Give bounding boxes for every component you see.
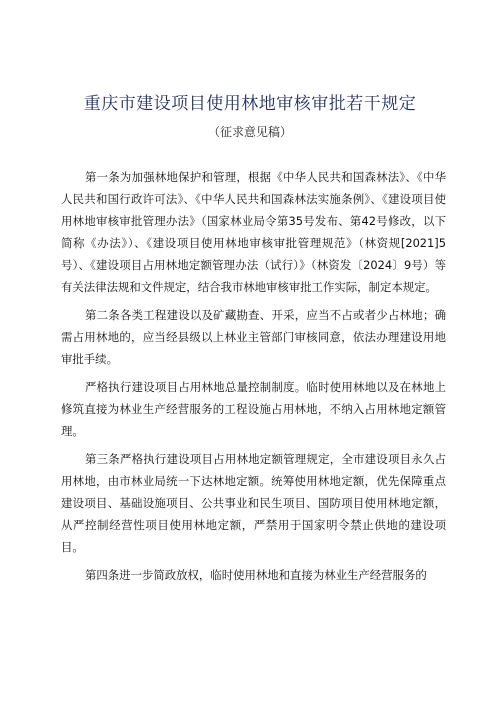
paragraph-article-3: 第三条严格执行建设项目占用林地定额管理规定，全市建设项目永久占用林地，由市林业局统一下达林地定额。统筹使用林地定额，优先保障重点建设项目、基础设施项目、公共事业和民生项目、国防项目使用林地定额，从严控制经营性项目使用林地定额，严禁用于国家明令禁止供地的建设项目。 bbox=[61, 452, 446, 554]
document-title: 重庆市建设项目使用林地审核审批若干规定 bbox=[83, 94, 417, 114]
document-body bbox=[61, 166, 446, 592]
paragraph-article-2: 第二条各类工程建设以及矿藏勘查、开采，应当不占或者少占林地；确需占用林地的，应当经县级以上林业主管部门审核同意，依法办理建设用地审批手续。 bbox=[61, 308, 446, 366]
paragraph-article-1: 第一条为加强林地保护和管理，根据《中华人民共和国森林法》、《中华人民共和国行政许可法》、《中华人民共和国森林法实施条例》、《建设项目使用林地审核审批管理办法》（国家林业局令第35号发布、第42号修改，以下简称《办法》）、《建设项目使用林地审核审批管理规范》（林资规[2021]5号）、《建设项目占用林地定额管理办法（试行）》（林资发〔2024〕9号）等有关法律法规和文件规定，结合我市林地审核审批工作实际，制定本规定。 bbox=[61, 170, 446, 294]
paragraph-article-4: 第四条进一步简政放权，临时使用林地和直接为林业生产经营服务的 bbox=[85, 568, 427, 582]
document-subtitle: （征求意见稿） bbox=[207, 125, 292, 139]
paragraph-quota-control: 严格执行建设项目占用林地总量控制制度。临时使用林地以及在林地上修筑直接为林业生产经营服务的工程设施占用林地，不纳入占用林地定额管理。 bbox=[61, 380, 446, 438]
